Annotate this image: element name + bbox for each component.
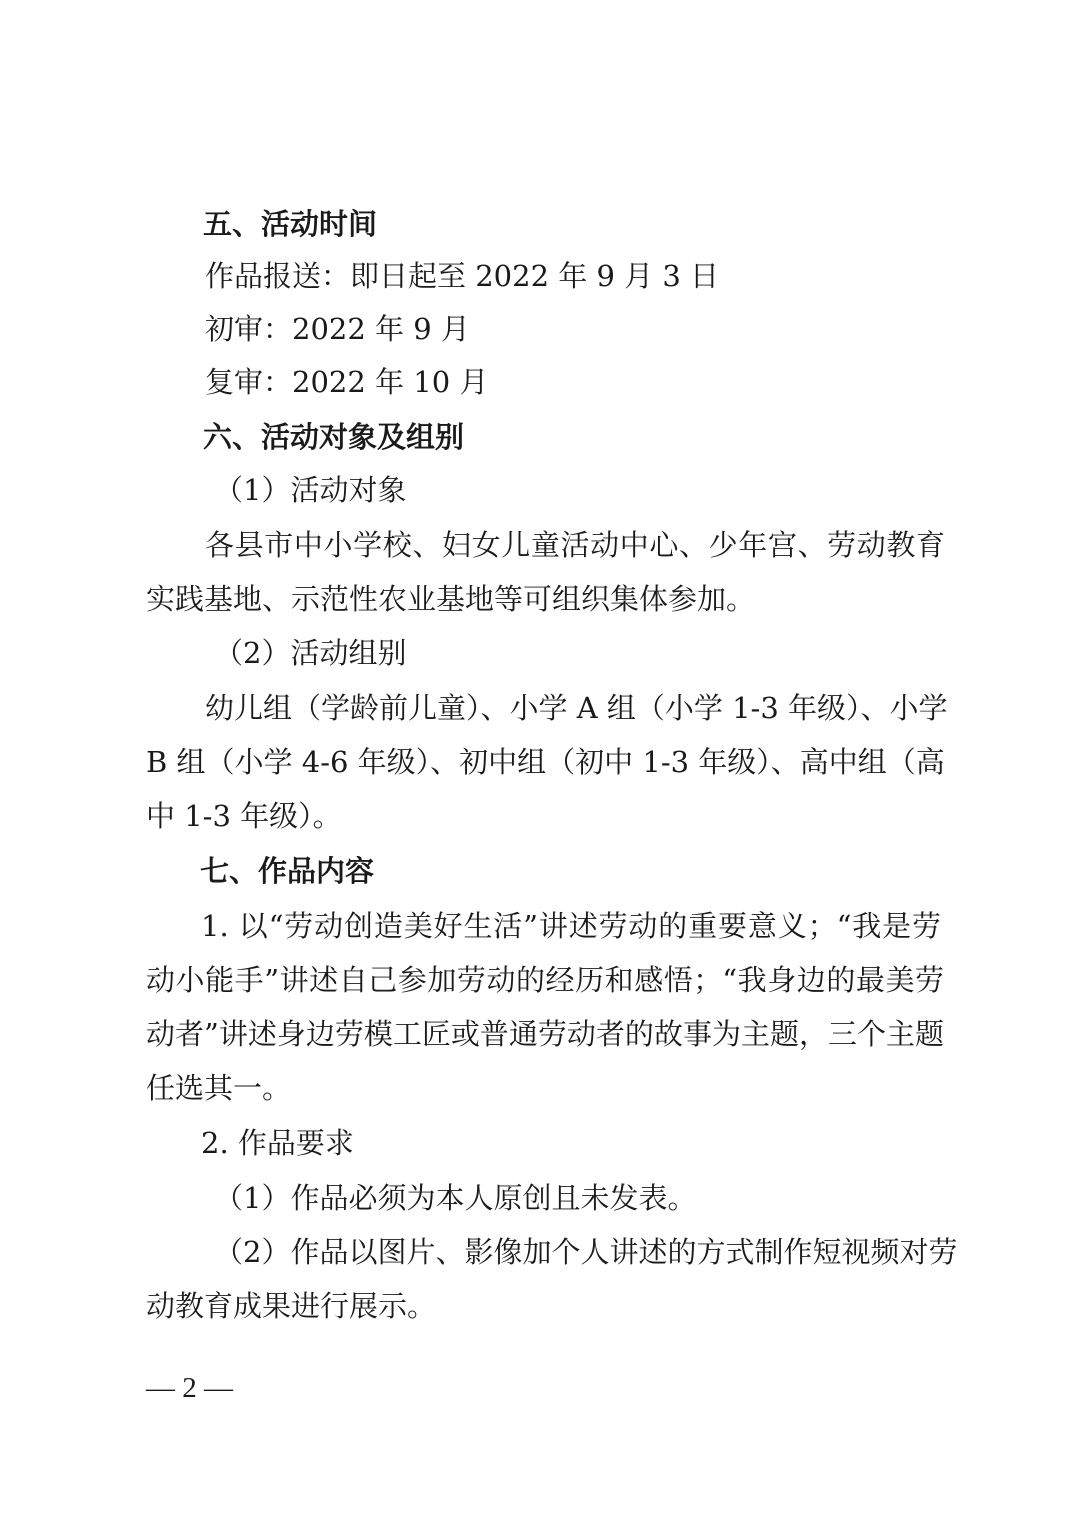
section-heading-activity-time: 五、活动时间 <box>203 207 378 241</box>
paragraph-line: 中 1-3 年级）。 <box>146 799 342 833</box>
requirement-item-2: （2）作品以图片、影像加个人讲述的方式制作短视频对劳 <box>214 1235 958 1269</box>
paragraph-line: 实践基地、示范性农业基地等可组织集体参加。 <box>146 582 756 616</box>
second-review-line: 复审：2022 年 10 月 <box>205 365 489 399</box>
paragraph-line: 动教育成果进行展示。 <box>146 1289 437 1323</box>
paragraph-line: 1. 以“劳动创造美好生活”讲述劳动的重要意义；“我是劳 <box>201 909 941 943</box>
subheading-participants: （1）活动对象 <box>214 473 407 507</box>
submission-date-line: 作品报送：即日起至 2022 年 9 月 3 日 <box>205 259 720 293</box>
subheading-groups: （2）活动组别 <box>214 636 407 670</box>
paragraph-line: 各县市中小学校、妇女儿童活动中心、少年宫、劳动教育 <box>205 528 945 562</box>
page-number: — 2 — <box>146 1372 233 1404</box>
section-heading-participants: 六、活动对象及组别 <box>203 420 465 454</box>
paragraph-line: 幼儿组（学龄前儿童）、小学 A 组（小学 1-3 年级）、小学 <box>205 691 948 725</box>
first-review-line: 初审：2022 年 9 月 <box>205 312 470 346</box>
paragraph-line: 任选其一。 <box>146 1071 292 1105</box>
paragraph-line: 动者”讲述身边劳模工匠或普通劳动者的故事为主题，三个主题 <box>146 1017 944 1051</box>
paragraph-line: B 组（小学 4-6 年级）、初中组（初中 1-3 年级）、高中组（高 <box>146 745 945 779</box>
subheading-requirements: 2. 作品要求 <box>201 1126 354 1160</box>
section-heading-content: 七、作品内容 <box>200 854 375 888</box>
paragraph-line: 动小能手”讲述自己参加劳动的经历和感悟；“我身边的最美劳 <box>146 963 944 997</box>
requirement-item-1: （1）作品必须为本人原创且未发表。 <box>214 1181 697 1215</box>
